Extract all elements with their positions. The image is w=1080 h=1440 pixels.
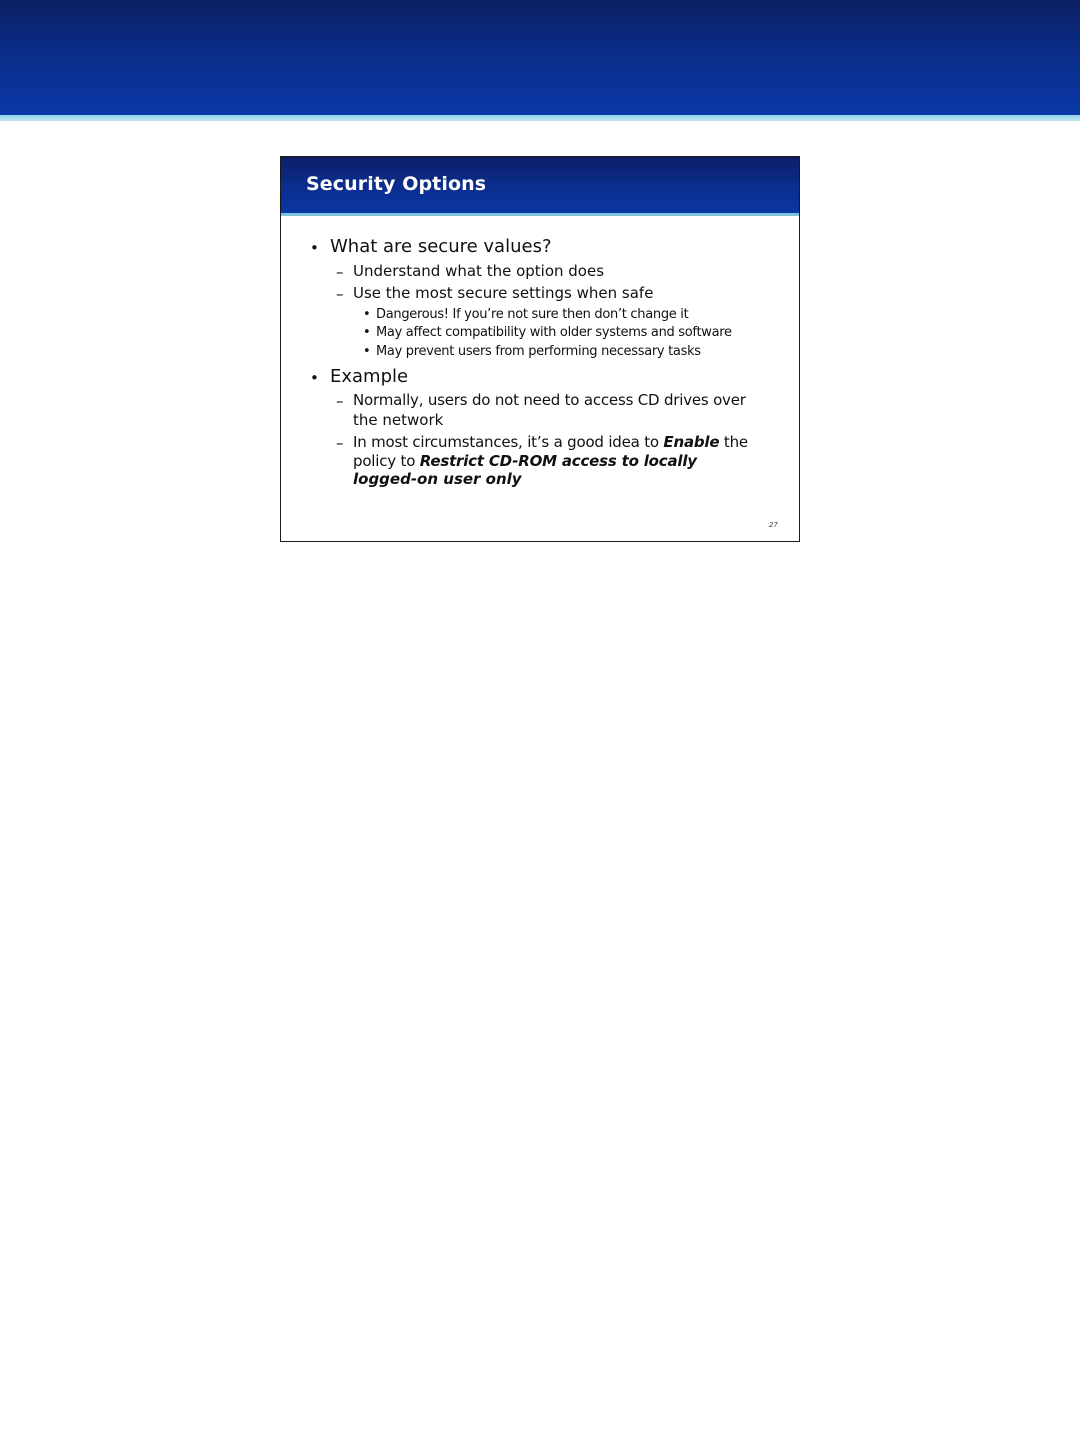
circumstances-the: the — [719, 433, 748, 451]
subitem-circumstances-line3: logged-on user only — [353, 470, 522, 488]
bullet-marker: • — [363, 307, 371, 322]
circumstances-text: In most circumstances, it’s a good idea to — [353, 433, 664, 451]
subsubitem-dangerous: Dangerous! If you’re not sure then don’t change it — [376, 307, 689, 322]
slide-thumbnail — [280, 156, 800, 542]
subitem-normally-line2: the network — [353, 411, 444, 429]
subitem-normally-line1: Normally, users do not need to access CD drives over — [353, 391, 746, 409]
bullet-marker: • — [363, 344, 371, 359]
header-band — [0, 0, 1080, 115]
enable-emphasis: Enable — [663, 433, 720, 451]
dash-marker: – — [336, 392, 344, 410]
dash-marker: – — [336, 263, 344, 281]
dash-marker: – — [336, 434, 344, 452]
page-number: 27 — [769, 521, 778, 529]
policy-to-text: policy to — [353, 452, 420, 470]
subitem-use-most-secure: Use the most secure settings when safe — [353, 284, 654, 302]
bullet-what-are-secure-values: What are secure values? — [330, 236, 552, 257]
dash-marker: – — [336, 285, 344, 303]
subitem-understand: Understand what the option does — [353, 262, 605, 280]
bullet-marker: • — [310, 239, 319, 257]
subsubitem-compatibility: May affect compatibility with older systems and software — [376, 325, 732, 340]
slide-header-rule — [281, 213, 799, 216]
bullet-example: Example — [330, 366, 409, 387]
bullet-marker: • — [363, 325, 371, 340]
header-band-rule — [0, 115, 1080, 121]
subitem-circumstances-line2 — [353, 452, 697, 470]
subitem-circumstances-line1 — [353, 433, 748, 451]
subsubitem-prevent-users: May prevent users from performing necessary tasks — [376, 344, 701, 359]
bullet-marker: • — [310, 369, 319, 387]
slide-title: Security Options — [306, 173, 487, 195]
restrict-cdrom-emphasis: Restrict CD-ROM access to locally — [419, 452, 697, 470]
